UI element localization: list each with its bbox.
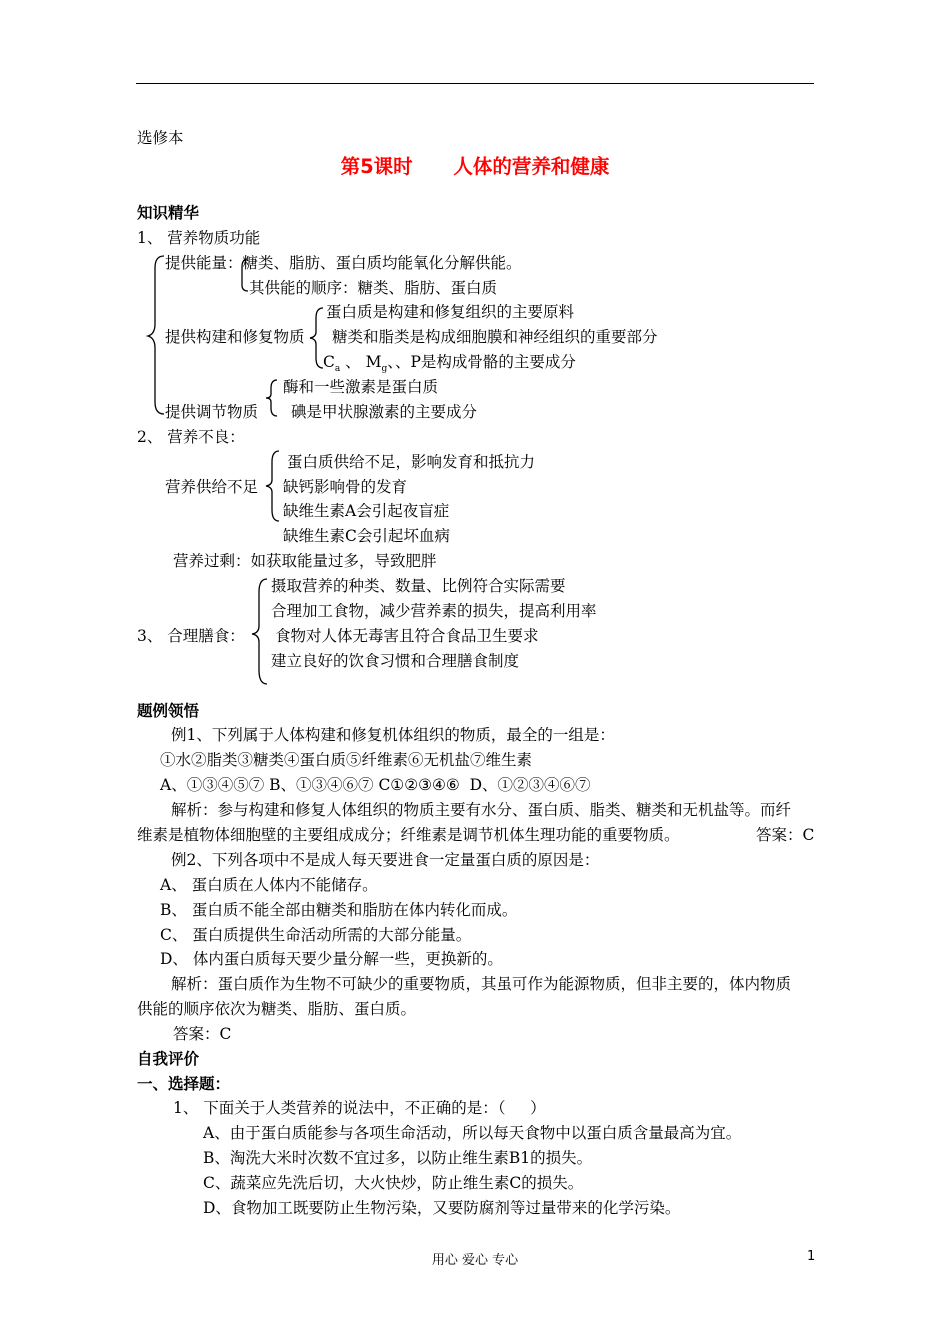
header-rule [136,83,814,84]
diet-r3: 食物对人体无毒害且符合食品卫生要求 [275,627,539,645]
q1-option-c: C、蔬菜应先洗后切，大火快炒，防止维生素C的损失。 [203,1174,584,1192]
section-heading-examples: 题例领悟 [137,702,200,720]
enzyme: 酶和一些激素是蛋白质 [283,378,439,396]
ex2-option-b: B、 蛋白质不能全部由糖类和脂肪在体内转化而成。 [160,901,518,919]
minerals: $C_a$ 、 $M_g$、、P是构成骨骼的主要成分 [323,353,576,375]
ex1-analysis-1: 解析：参与构建和修复人体组织的物质主要有水分、蛋白质、脂类、糖类和无机盐等。而纤 [171,801,792,819]
q1-option-a: A、由于蛋白质能参与各项生命活动，所以每天食物中以蛋白质含量最高为宜。 [203,1124,742,1142]
energy-order: 其供能的顺序：糖类、脂肪、蛋白质 [249,279,498,297]
footer-text: 用心 爱心 专心 [431,1253,519,1268]
diet-r4: 建立良好的饮食习惯和合理膳食制度 [271,652,520,670]
calcium: 缺钙影响骨的发育 [283,478,408,496]
protein-lack: 蛋白质供给不足，影响发育和抵抗力 [287,453,536,471]
brace-energy [236,257,250,295]
q1-question: 1、 下面关于人类营养的说法中，不正确的是：（ ） [173,1099,546,1117]
section-heading-knowledge: 知识精华 [137,204,200,222]
build-label: 提供构建和修复物质 [165,328,305,346]
ex1-options: A、①③④⑤⑦ B、①③④⑥⑦ C①②③④⑥ D、①②③④⑥⑦ [160,776,591,794]
q1-option-b: B、淘洗大米时次数不宜过多，以防止维生素B1的损失。 [203,1149,593,1167]
brace-diet [250,576,270,688]
section-heading-self-eval: 自我评价 [137,1050,200,1068]
ex2-analysis-1: 解析：蛋白质作为生物不可缺少的重要物质，其虽可作为能源物质，但非主要的，体内物质 [171,975,792,993]
item2-label: 2、 营养不良： [137,428,245,446]
ex2-analysis-2: 供能的顺序依次为糖类、脂肪、蛋白质。 [137,1000,417,1018]
vit-a: 缺维生素A会引起夜盲症 [283,502,450,520]
diet-r1: 摄取营养的种类、数量、比例符合实际需要 [271,577,566,595]
supply-energy: 提供能量：糖类、脂肪、蛋白质均能氧化分解供能。 [165,254,522,272]
protein-build: 蛋白质是构建和修复组织的主要原料 [326,303,575,321]
ex2-option-a: A、 蛋白质在人体内不能储存。 [160,876,378,894]
ex1-items: ①水②脂类③糖类④蛋白质⑤纤维素⑥无机盐⑦维生素 [160,751,533,769]
excess: 营养过剩：如获取能量过多，导致肥胖 [173,552,437,570]
page-number: 1 [807,1249,816,1264]
ex2-question: 例2、下列各项中不是成人每天要进食一定量蛋白质的原因是： [171,851,600,869]
sugar-fat: 糖类和脂类是构成细胞膜和神经组织的重要部分 [332,328,658,346]
iodine: 碘是甲状腺激素的主要成分 [291,403,478,421]
vit-c: 缺维生素C会引起坏血病 [283,527,450,545]
header-label: 选修本 [137,129,184,147]
item3-label: 3、 合理膳食： [137,627,245,645]
ex1-question: 例1、下列属于人体构建和修复机体组织的物质，最全的一组是： [171,726,615,744]
item1-label: 1、 营养物质功能 [137,229,261,247]
ex2-option-c: C、 蛋白质提供生命活动所需的大部分能量。 [160,926,472,944]
page-title: 第5课时 人体的营养和健康 [340,155,610,178]
regulate-label: 提供调节物质 [165,403,259,421]
diet-r2: 合理加工食物，减少营养素的损失，提高利用率 [271,602,597,620]
supply-label: 营养供给不足 [165,478,259,496]
brace-regulate [264,378,280,418]
ex2-option-d: D、 体内蛋白质每天要少量分解一些，更换新的。 [160,950,503,968]
brace-supply [264,448,282,524]
ex2-answer: 答案：C [173,1025,232,1043]
q1-option-d: D、食物加工既要防止生物污染，又要防腐剂等过量带来的化学污染。 [203,1199,681,1217]
subheading-choice: 一、选择题： [137,1075,231,1093]
ex1-analysis-2: 维素是植物体细胞壁的主要组成成分；纤维素是调节机体生理功能的重要物质。 [137,826,680,844]
ex1-answer: 答案：C [756,826,815,844]
brace-item1 [146,252,166,418]
